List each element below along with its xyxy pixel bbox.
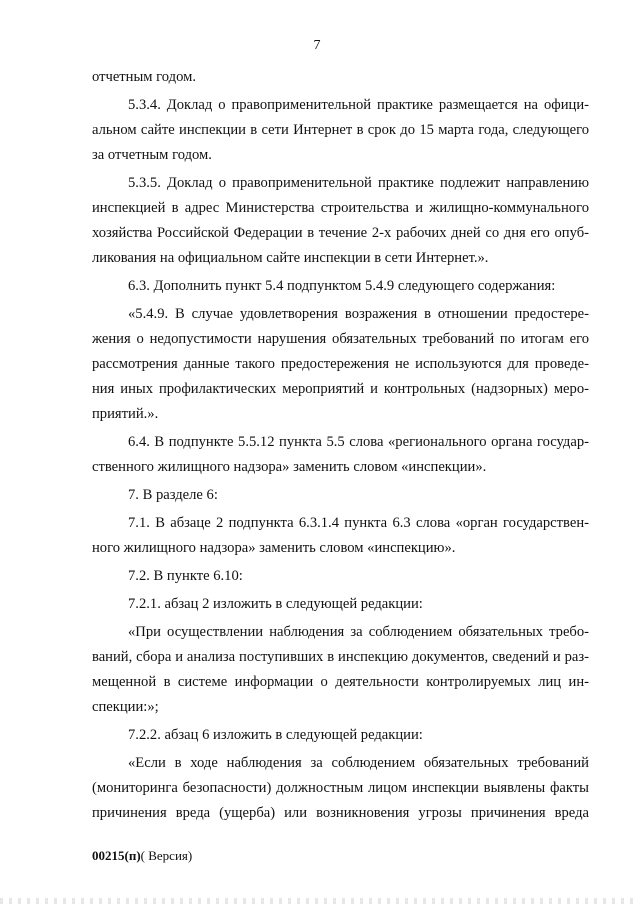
text-line: ного жилищного надзора» заменить словом «инспекцию». (92, 540, 456, 556)
text-line: 7. В разделе 6: (128, 487, 218, 503)
text-line: альном сайте инспекции в сети Интернет в срок до 15 марта года, следующего (92, 122, 589, 138)
text-line: 5.3.4. Доклад о правоприменительной практике размещается на офици- (128, 97, 589, 113)
text-line: (мониторинга безопасности) должностным лицом инспекции выявлены факты (92, 780, 589, 796)
text-line: жения о недопустимости нарушения обязательных требований по итогам его (92, 331, 589, 347)
text-line: ния иных профилактических мероприятий и контрольных (надзорных) меро- (92, 381, 589, 397)
scan-edge-artifact (0, 898, 634, 904)
text-line: 7.2.2. абзац 6 изложить в следующей редакции: (128, 727, 423, 743)
document-version: ( Версия) (140, 848, 193, 863)
text-line: рассмотрения данные такого предостережения не используются для проведе- (92, 356, 589, 372)
text-line: 7.2.1. абзац 2 изложить в следующей редакции: (128, 596, 423, 612)
text-line: 5.3.5. Доклад о правоприменительной практике подлежит направлению (128, 175, 589, 191)
page-number: 7 (313, 38, 321, 53)
text-line: «При осуществлении наблюдения за соблюдением обязательных требо- (128, 624, 589, 640)
text-line: 7.1. В абзаце 2 подпункта 6.3.1.4 пункта 6.3 слова «орган государствен- (128, 515, 589, 531)
document-code: 00215(п) (92, 848, 141, 863)
text-line: приятий.». (92, 406, 159, 422)
document-footer (92, 848, 192, 864)
text-line: 6.3. Дополнить пункт 5.4 подпунктом 5.4.9 следующего содержания: (128, 278, 556, 294)
text-line: «5.4.9. В случае удовлетворения возражения в отношении предостере- (128, 306, 589, 322)
text-line: мещенной в системе информации о деятельности контролируемых лиц ин- (92, 674, 589, 690)
text-line: 7.2. В пункте 6.10: (128, 568, 243, 584)
text-line: ликования на официальном сайте инспекции в сети Интернет.». (92, 250, 489, 266)
text-line: отчетным годом. (92, 69, 197, 85)
text-line: спекции:»; (92, 699, 159, 715)
text-line: хозяйства Российской Федерации в течение 2-х рабочих дней со дня его опуб- (92, 225, 589, 241)
text-line: за отчетным годом. (92, 147, 212, 163)
text-line: «Если в ходе наблюдения за соблюдением обязательных требований (128, 755, 589, 771)
text-line: ственного жилищного надзора» заменить словом «инспекции». (92, 459, 487, 475)
text-line: ваний, сбора и анализа поступивших в инспекцию документов, сведений и раз- (92, 649, 589, 665)
text-line: причинения вреда (ущерба) или возникновения угрозы причинения вреда (92, 805, 589, 821)
text-line: инспекцией в адрес Министерства строительства и жилищно-коммунального (92, 200, 589, 216)
text-line: 6.4. В подпункте 5.5.12 пункта 5.5 слова «регионального органа государ- (128, 434, 589, 450)
